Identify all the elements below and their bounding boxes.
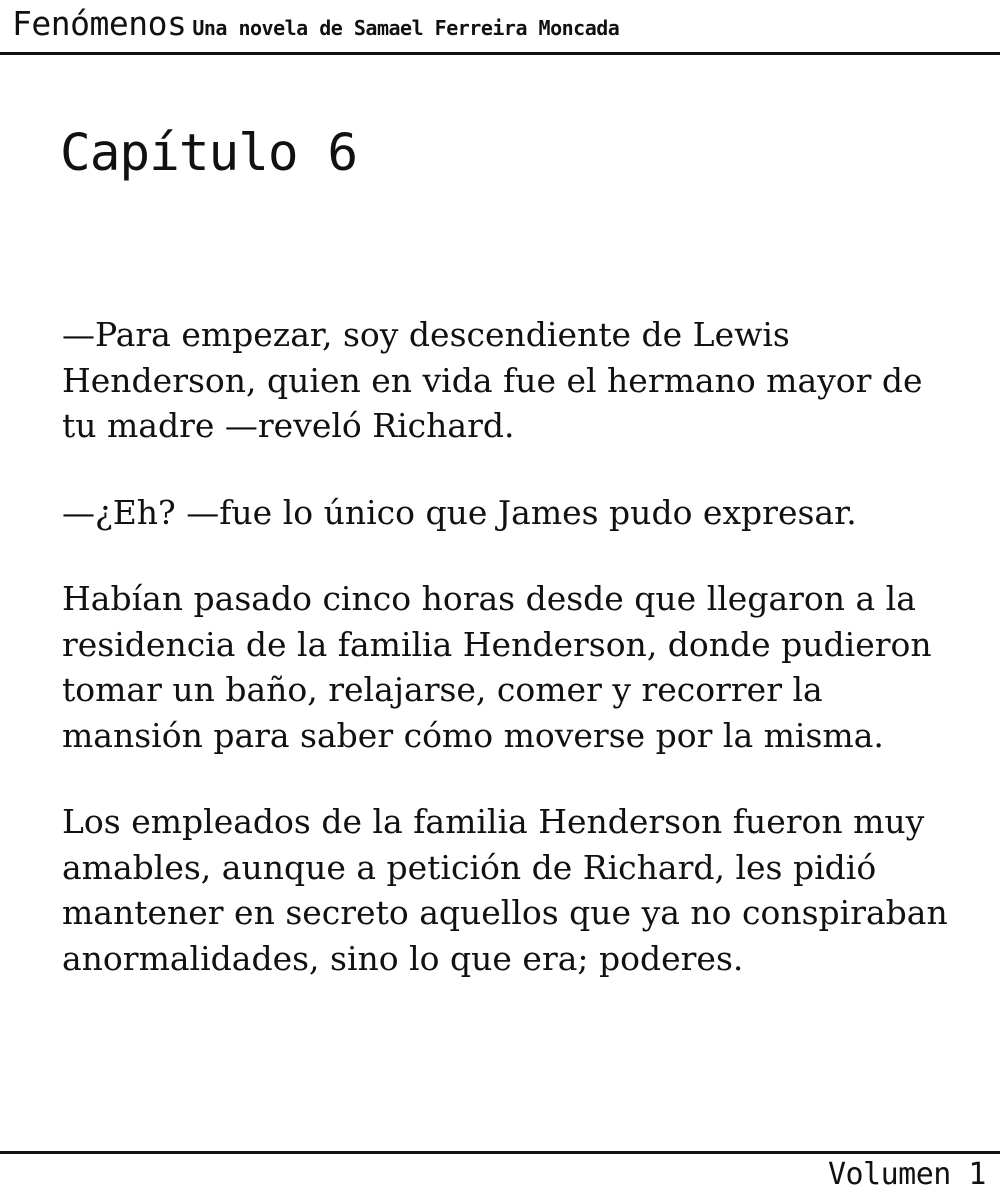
chapter-body bbox=[62, 312, 967, 1022]
book-byline: Una novela de Samael Ferreira Moncada bbox=[192, 16, 620, 40]
volume-label: Volumen 1 bbox=[827, 1157, 986, 1192]
paragraph-4: Los empleados de la familia Henderson fueron muy amables, aunque a petición de Richard, les pidió mantener en secreto aquellos que ya no conspiraban anormalidades, sino lo que era; poderes. bbox=[62, 802, 948, 978]
footer-divider bbox=[0, 1151, 1000, 1154]
paragraph-1: —Para empezar, soy descendiente de Lewis Henderson, quien en vida fue el hermano mayor de tu madre —reveló Richard. bbox=[62, 315, 923, 445]
chapter-title: Capítulo 6 bbox=[60, 124, 358, 183]
book-title: Fenómenos bbox=[12, 4, 187, 43]
paragraph-2: —¿Eh? —fue lo único que James pudo expresar. bbox=[62, 492, 857, 532]
header-divider bbox=[0, 52, 1000, 55]
paragraph-3: Habían pasado cinco horas desde que llegaron a la residencia de la familia Henderson, donde pudieron tomar un baño, relajarse, comer y recorrer la mansión para saber cómo moverse por la misma. bbox=[62, 579, 932, 755]
page-header bbox=[12, 4, 619, 43]
